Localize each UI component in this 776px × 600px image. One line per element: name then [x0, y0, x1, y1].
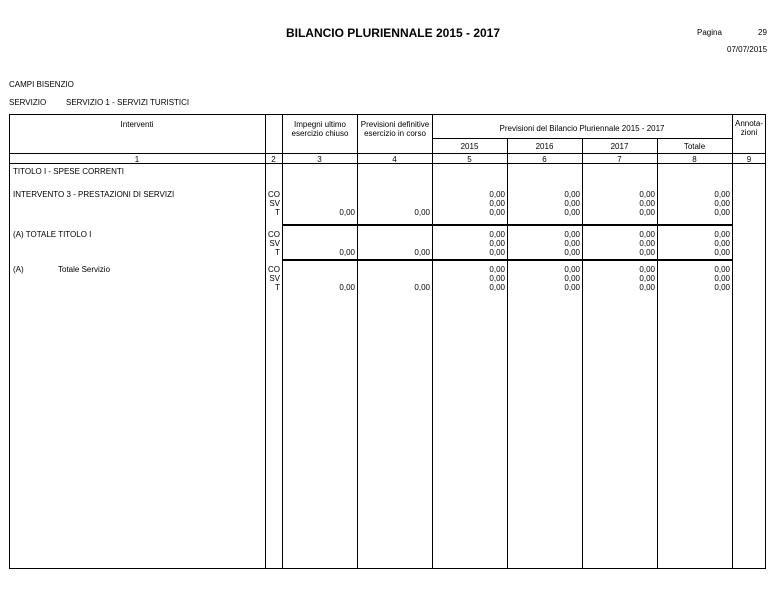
colnum-6: 6 [542, 155, 547, 164]
cell-c7: 0,00 [639, 265, 655, 274]
cell-c5: 0,00 [489, 265, 505, 274]
cell-c7: 0,00 [639, 283, 655, 292]
cell-c8: 0,00 [714, 230, 730, 239]
cell-c6: 0,00 [564, 190, 580, 199]
colnum-2: 2 [271, 155, 276, 164]
servizio-value: SERVIZIO 1 - SERVIZI TURISTICI [66, 98, 190, 107]
page-number: 29 [758, 28, 767, 37]
col-sep-8 [732, 114, 733, 569]
colnum-7: 7 [617, 155, 622, 164]
titolo-label: TITOLO I - SPESE CORRENTI [13, 167, 124, 176]
cell-c7: 0,00 [639, 248, 655, 257]
cell-c6: 0,00 [564, 265, 580, 274]
header-interventi: Interventi [120, 120, 154, 129]
block-prefix: (A) [13, 265, 24, 274]
cell-c5: 0,00 [489, 208, 505, 217]
row-code: T [275, 248, 280, 257]
cell-c3: 0,00 [339, 248, 355, 257]
header-previsioni-definitive: Previsioni definitive esercizio in corso [360, 120, 430, 138]
cell-c8: 0,00 [714, 283, 730, 292]
header-annotazioni: Annota-zioni [734, 119, 764, 137]
cell-c8: 0,00 [714, 190, 730, 199]
cell-c7: 0,00 [639, 190, 655, 199]
cell-c5: 0,00 [489, 239, 505, 248]
cell-c4: 0,00 [414, 248, 430, 257]
report-date: 07/07/2015 [727, 45, 768, 54]
cell-c7: 0,00 [639, 208, 655, 217]
colnum-3: 3 [317, 155, 322, 164]
cell-c8: 0,00 [714, 208, 730, 217]
header-impegni: Impegni ultimo esercizio chiuso [291, 120, 349, 138]
cell-c5: 0,00 [489, 274, 505, 283]
cell-c7: 0,00 [639, 230, 655, 239]
ente-name: CAMPI BISENZIO [9, 80, 74, 89]
cell-c3: 0,00 [339, 283, 355, 292]
cell-c6: 0,00 [564, 283, 580, 292]
col-sep-4 [432, 114, 433, 569]
cell-c5: 0,00 [489, 190, 505, 199]
cell-c4: 0,00 [414, 208, 430, 217]
servizio-label: SERVIZIO [9, 98, 47, 107]
row-code: SV [269, 239, 280, 248]
cell-c4: 0,00 [414, 283, 430, 292]
block-label: INTERVENTO 3 - PRESTAZIONI DI SERVIZI [13, 190, 175, 199]
row-code: CO [268, 265, 280, 274]
row-code: T [275, 283, 280, 292]
cell-c8: 0,00 [714, 199, 730, 208]
col-sep-6 [582, 138, 583, 569]
cell-c8: 0,00 [714, 265, 730, 274]
colnum-1: 1 [134, 155, 140, 164]
header-year-2016: 2016 [535, 142, 554, 151]
header-subline [432, 138, 732, 139]
cell-c6: 0,00 [564, 274, 580, 283]
header-totale: Totale [683, 142, 706, 151]
header-year-2017: 2017 [610, 142, 629, 151]
row-code: SV [269, 199, 280, 208]
cell-c5: 0,00 [489, 199, 505, 208]
cell-c6: 0,00 [564, 230, 580, 239]
header-previsioni-pluriennale: Previsioni del Bilancio Pluriennale 2015 - 2017 [499, 124, 665, 133]
colnum-5: 5 [467, 155, 472, 164]
cell-c5: 0,00 [489, 230, 505, 239]
cell-c5: 0,00 [489, 248, 505, 257]
block-separator-1 [282, 224, 732, 226]
cell-c7: 0,00 [639, 199, 655, 208]
colnum-9: 9 [746, 155, 752, 164]
row-code: CO [268, 230, 280, 239]
cell-c5: 0,00 [489, 283, 505, 292]
colnum-4: 4 [392, 155, 397, 164]
col-sep-3 [357, 114, 358, 569]
cell-c8: 0,00 [714, 274, 730, 283]
header-bottom-line [9, 153, 766, 154]
header-year-2015: 2015 [460, 142, 479, 151]
block-label: Totale Servizio [58, 265, 111, 274]
col-sep-2 [282, 114, 283, 569]
cell-c6: 0,00 [564, 239, 580, 248]
cell-c8: 0,00 [714, 248, 730, 257]
row-code: T [275, 208, 280, 217]
cell-c7: 0,00 [639, 239, 655, 248]
colnum-8: 8 [692, 155, 697, 164]
cell-c8: 0,00 [714, 239, 730, 248]
budget-table [9, 114, 766, 569]
report-title: BILANCIO PLURIENNALE 2015 - 2017 [285, 26, 501, 40]
page-label: Pagina [697, 28, 722, 37]
row-code: CO [268, 190, 280, 199]
row-code: SV [269, 274, 280, 283]
cell-c6: 0,00 [564, 199, 580, 208]
col-sep-1 [265, 114, 266, 569]
col-sep-5 [507, 138, 508, 569]
cell-c3: 0,00 [339, 208, 355, 217]
cell-c6: 0,00 [564, 248, 580, 257]
cell-c6: 0,00 [564, 208, 580, 217]
block-separator-2 [282, 259, 732, 261]
col-sep-7 [657, 138, 658, 569]
block-label: (A) TOTALE TITOLO I [13, 230, 92, 239]
cell-c7: 0,00 [639, 274, 655, 283]
